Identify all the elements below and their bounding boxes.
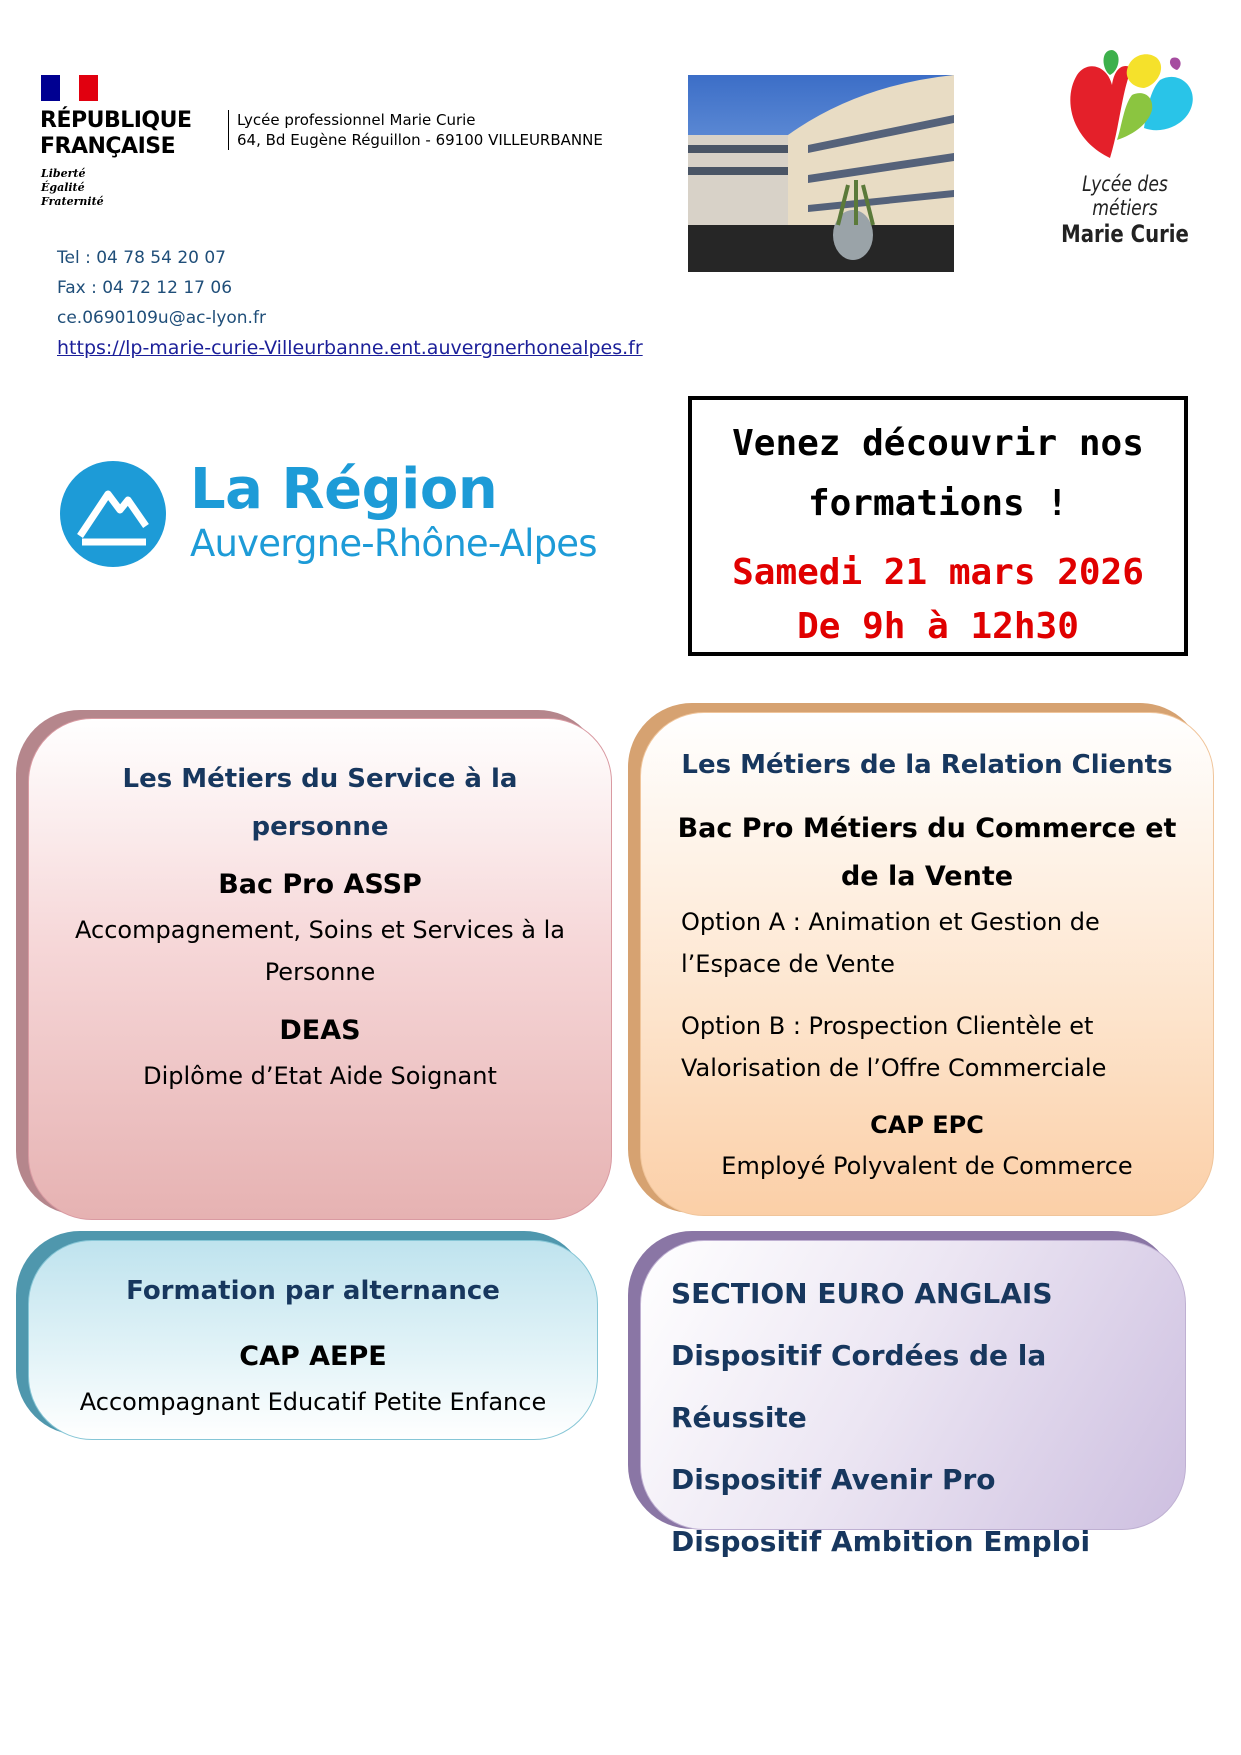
school-building-photo	[688, 75, 954, 272]
bac-pro-assp-title: Bac Pro ASSP	[218, 869, 422, 900]
school-address: 64, Bd Eugène Réguillon - 69100 VILLEURBANNE	[237, 131, 603, 149]
region-logo-text: La Région Auvergne-Rhône-Alpes	[190, 457, 597, 565]
deas-description: Diplôme d’Etat Aide Soignant	[143, 1062, 497, 1090]
event-time: De 9h à 12h30	[797, 606, 1079, 647]
card-title: Les Métiers de la Relation Clients	[681, 750, 1173, 780]
card-title: Formation par alternance	[126, 1276, 500, 1306]
card-title: Les Métiers du Service à la personne	[122, 764, 518, 842]
deas-title: DEAS	[279, 1015, 361, 1046]
email-address: ce.0690109u@ac-lyon.fr	[57, 308, 266, 328]
card-relation-clients	[640, 712, 1214, 1216]
french-flag-logo	[41, 75, 98, 101]
marie-curie-logo	[1052, 40, 1202, 160]
announcement-line2: formations !	[807, 483, 1069, 524]
marie-curie-logo-text: Lycée des métiers Marie Curie	[1061, 172, 1189, 248]
website-link[interactable]: https://lp-marie-curie-Villeurbanne.ent.auvergnerhonealpes.fr	[57, 337, 643, 359]
bac-pro-assp-description: Accompagnement, Soins et Services à la Personne	[75, 916, 565, 986]
card-dispositifs	[640, 1240, 1186, 1558]
card-alternance	[28, 1240, 598, 1440]
cap-aepe-title: CAP AEPE	[239, 1341, 387, 1372]
dispositif-item: Dispositif Cordées de la Réussite	[671, 1339, 1047, 1434]
contact-info	[57, 243, 643, 364]
bac-pro-commerce-title: Bac Pro Métiers du Commerce et de la Vente	[677, 813, 1177, 892]
phone-number: Tel : 04 78 54 20 07	[57, 248, 226, 268]
republique-francaise-label: RÉPUBLIQUE FRANÇAISE	[40, 108, 192, 159]
school-address-block	[228, 110, 603, 150]
fax-number: Fax : 04 72 12 17 06	[57, 278, 233, 298]
cap-epc-description: Employé Polyvalent de Commerce	[721, 1152, 1133, 1180]
region-mountain-icon	[60, 458, 166, 570]
dispositif-item: Dispositif Avenir Pro	[671, 1463, 996, 1496]
card-service-personne	[28, 718, 612, 1220]
option-a: Option A : Animation et Gestion de l’Espace de Vente	[681, 908, 1100, 978]
open-day-announcement	[688, 396, 1188, 656]
event-date: Samedi 21 mars 2026	[732, 552, 1144, 593]
euro-section-item: SECTION EURO ANGLAIS	[671, 1277, 1053, 1310]
announcement-line1: Venez découvrir nos	[732, 423, 1144, 464]
republic-motto: Liberté Égalité Fraternité	[41, 167, 104, 208]
cap-epc-title: CAP EPC	[870, 1111, 984, 1139]
school-name: Lycée professionnel Marie Curie	[237, 111, 476, 129]
option-b: Option B : Prospection Clientèle et Valorisation de l’Offre Commerciale	[681, 1012, 1107, 1082]
dispositif-item: Dispositif Ambition Emploi	[671, 1525, 1091, 1558]
cap-aepe-description: Accompagnant Educatif Petite Enfance	[79, 1388, 547, 1416]
